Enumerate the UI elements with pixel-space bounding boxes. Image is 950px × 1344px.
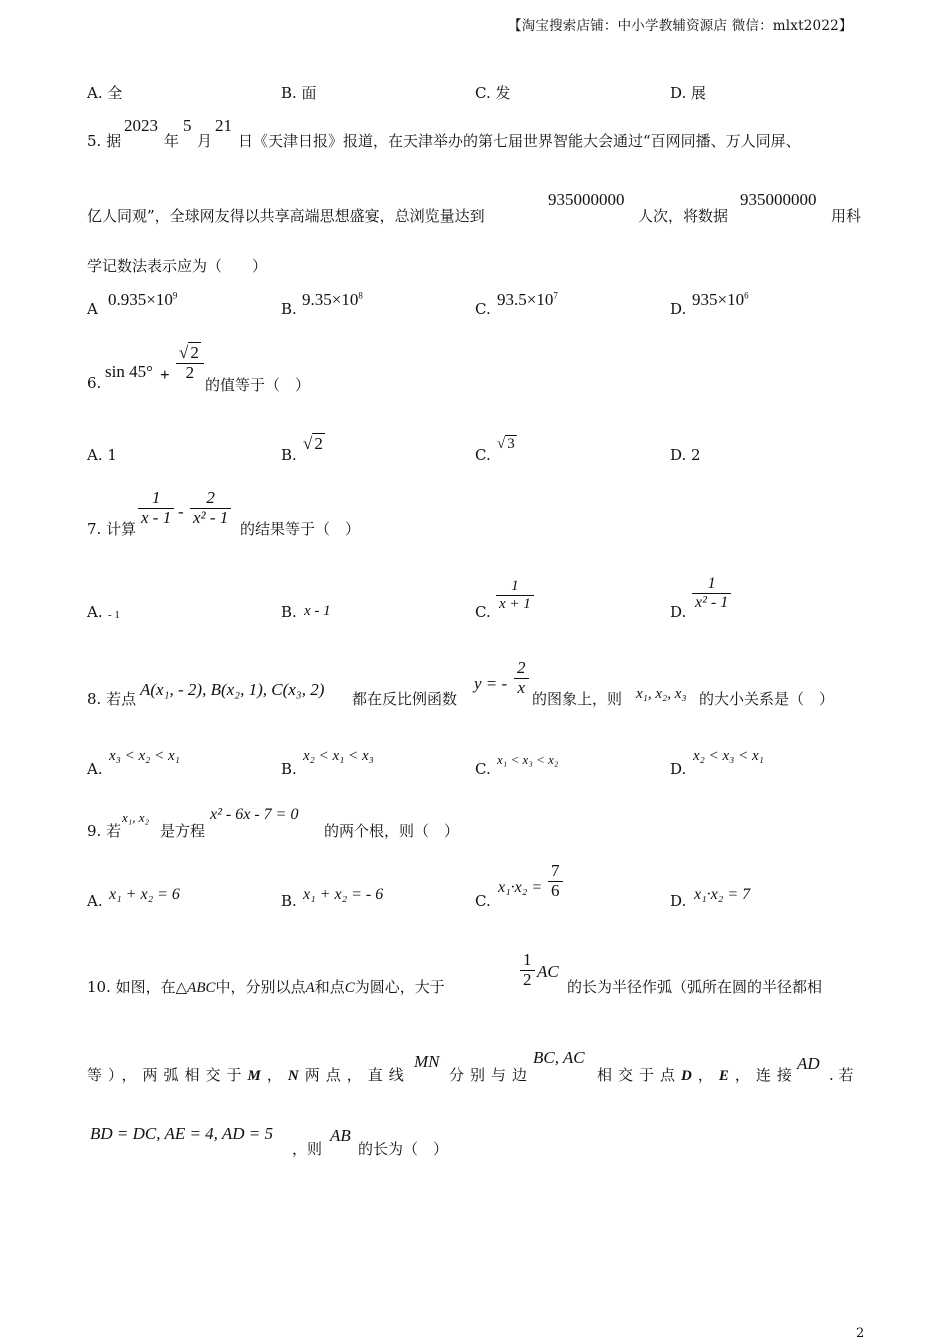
q8-mid: 都在反比例函数 xyxy=(352,690,458,708)
q5-option-a: $0.935\times 10^9$ xyxy=(108,290,178,309)
q8-tail-a: 的图象上，则 xyxy=(532,690,623,708)
page-number: 2 xyxy=(856,1326,865,1341)
q7-fraction-1: $\frac{1}{x - 1}$ xyxy=(138,489,174,527)
q6-option-a: A. 1 xyxy=(87,446,117,464)
q10-line2-a: 等），两弧相交于M，N两点，直线 xyxy=(87,1066,410,1084)
q10-ad: AD xyxy=(797,1054,820,1073)
q9-option-a: x₁ + x₂ = 6 xyxy=(109,886,180,903)
q4-option-a: A. 全 xyxy=(87,84,123,102)
q8-option-b-label: B. xyxy=(281,760,297,778)
q8-option-d: x₂ < x₃ < x₁ xyxy=(693,748,764,764)
q6-option-c xyxy=(497,436,517,453)
q8-option-c: x₁ < x₃ < x₂ xyxy=(497,752,559,767)
q5-option-d: $935\times 10^6$ xyxy=(692,290,749,309)
q5-option-b: $9.35\times 10^8$ xyxy=(302,290,363,309)
q8-option-a: x₃ < x₂ < x₁ xyxy=(109,748,180,764)
q9-option-d-label: D. xyxy=(670,892,687,910)
q7-number: 7. 计算 xyxy=(87,520,137,538)
q5-line2-c: 用科 xyxy=(831,207,862,225)
q4-option-d: D. 展 xyxy=(670,84,707,102)
q9-option-c-lhs: x₁·x₂ = xyxy=(498,879,543,896)
q6-tail: 的值等于（ ） xyxy=(205,376,311,394)
q9-option-c-fraction: $\frac{7}{6}$ xyxy=(548,862,563,900)
q6-plus: + xyxy=(160,365,170,384)
q6-fraction: $\frac{√ 2}{2}$ xyxy=(176,344,204,382)
q8-option-a-label: A. xyxy=(87,760,103,778)
q10-line1-e: 的长为半径作弧（弧所在圆的半径都相 xyxy=(567,978,823,996)
q5-line3: 学记数法表示应为（ ） xyxy=(87,257,268,275)
q10-ac: AC xyxy=(537,962,559,981)
q10-line2-f: . 若 xyxy=(829,1066,854,1084)
q4-option-c: C. 发 xyxy=(475,84,511,102)
q9-option-a-label: A. xyxy=(87,892,103,910)
q9-option-b: x₁ + x₂ = - 6 xyxy=(303,886,384,903)
q7-option-b-label: B. xyxy=(281,603,297,621)
q6-option-c-label: C. xyxy=(475,446,491,464)
q5-option-c-label: C. xyxy=(475,300,491,318)
q8-points: A(x₁, - 2), B(x₂, 1), C(x₃, 2) xyxy=(140,680,325,699)
q9-option-b-label: B. xyxy=(281,892,297,910)
q5-line2-a: 亿人同观”，全球网友得以共享高端思想盛宴，总浏览量达到 xyxy=(87,207,485,225)
q5-value-2: 935000000 xyxy=(740,190,817,209)
q5-line1: 日《天津日报》报道，在天津举办的第七届世界智能大会通过“百网同播、万人同屏、 xyxy=(238,132,801,150)
q9-mid: 是方程 xyxy=(160,822,206,840)
radical-icon: √ 2 xyxy=(179,343,199,362)
q7-option-a-label: A. xyxy=(87,603,103,621)
q6-number: 6. xyxy=(87,374,102,392)
radical-icon: √ 2 xyxy=(303,434,323,453)
q10-line2-d: 相交于点D，E，连接 xyxy=(597,1066,798,1084)
q8-function-lhs: y = - xyxy=(474,674,508,693)
q5-value-1: 935000000 xyxy=(548,190,625,209)
q5-month-char: 月 xyxy=(197,132,213,150)
q10-line3-a: ，则 xyxy=(292,1140,323,1158)
q10-line1: 10. 如图，在△ABC中，分别以点A和点C为圆心，大于 xyxy=(87,978,445,996)
q5-option-b-label: B. xyxy=(281,300,297,318)
q5-day: 21 xyxy=(215,116,232,135)
q5-year-char: 年 xyxy=(164,132,180,150)
q8-option-d-label: D. xyxy=(670,760,687,778)
q10-condition: BD = DC, AE = 4, AD = 5 xyxy=(90,1124,274,1143)
page-header: 【淘宝搜索店铺：中小学教辅资源店 微信：mlxt2022】 xyxy=(508,18,853,34)
q9-tail: 的两个根，则（ ） xyxy=(324,822,460,840)
q7-option-c-label: C. xyxy=(475,603,491,621)
q10-line2-c: 分别与边 xyxy=(449,1066,534,1084)
q7-option-b: x - 1 xyxy=(304,603,331,619)
q10-line3-b: 的长为（ ） xyxy=(358,1140,449,1158)
q10-half-fraction: $\frac{1}{2}$ xyxy=(520,951,535,989)
q7-option-d-label: D. xyxy=(670,603,687,621)
q8-function-fraction: $\frac{2}{x}$ xyxy=(514,659,529,697)
q7-minus: - xyxy=(178,502,184,521)
q5-option-d-label: D. xyxy=(670,300,687,318)
q6-option-d: D. 2 xyxy=(670,446,701,464)
radical-icon: √ 3 xyxy=(497,436,515,452)
q5-month: 5 xyxy=(183,116,192,135)
q9-vars: x₁, x₂ xyxy=(122,810,150,825)
q7-tail: 的结果等于（ ） xyxy=(240,520,361,538)
q9-option-d: x₁·x₂ = 7 xyxy=(694,886,751,903)
q5-year: 2023 xyxy=(124,116,158,135)
q8-option-c-label: C. xyxy=(475,760,491,778)
q8-number: 8. 若点 xyxy=(87,690,137,708)
q10-mn: MN xyxy=(414,1052,440,1071)
q8-tail-b: 的大小关系是（ ） xyxy=(699,690,835,708)
q10-bc-ac: BC, AC xyxy=(533,1048,585,1067)
q4-option-b: B. 面 xyxy=(281,84,317,102)
q7-option-d: $\frac{1}{\text{x² - 1}}$ xyxy=(692,575,731,611)
q7-option-a: - 1 xyxy=(108,609,120,621)
q7-option-c: $\frac{1}{x + 1}$ xyxy=(496,578,534,612)
q5-line2-b: 人次，将数据 xyxy=(638,207,729,225)
q6-option-b xyxy=(303,434,325,454)
q10-ab: AB xyxy=(330,1126,351,1145)
q5-option-a-label: A xyxy=(87,300,98,318)
q9-option-c-label: C. xyxy=(475,892,491,910)
q8-option-b: x₂ < x₁ < x₃ xyxy=(303,748,374,764)
q5-option-c: $93.5\times 10^7$ xyxy=(497,290,558,309)
q7-fraction-2: $\frac{2}{\text{x² - 1}}$ xyxy=(190,489,231,527)
q6-sin-term: sin 45° xyxy=(105,362,153,381)
q9-equation: x² - 6x - 7 = 0 xyxy=(210,806,299,823)
q6-option-b-label: B. xyxy=(281,446,297,464)
q5-number: 5. 据 xyxy=(87,132,122,150)
q9-number: 9. 若 xyxy=(87,822,122,840)
q8-vars: x₁, x₂, x₃ xyxy=(636,686,687,702)
